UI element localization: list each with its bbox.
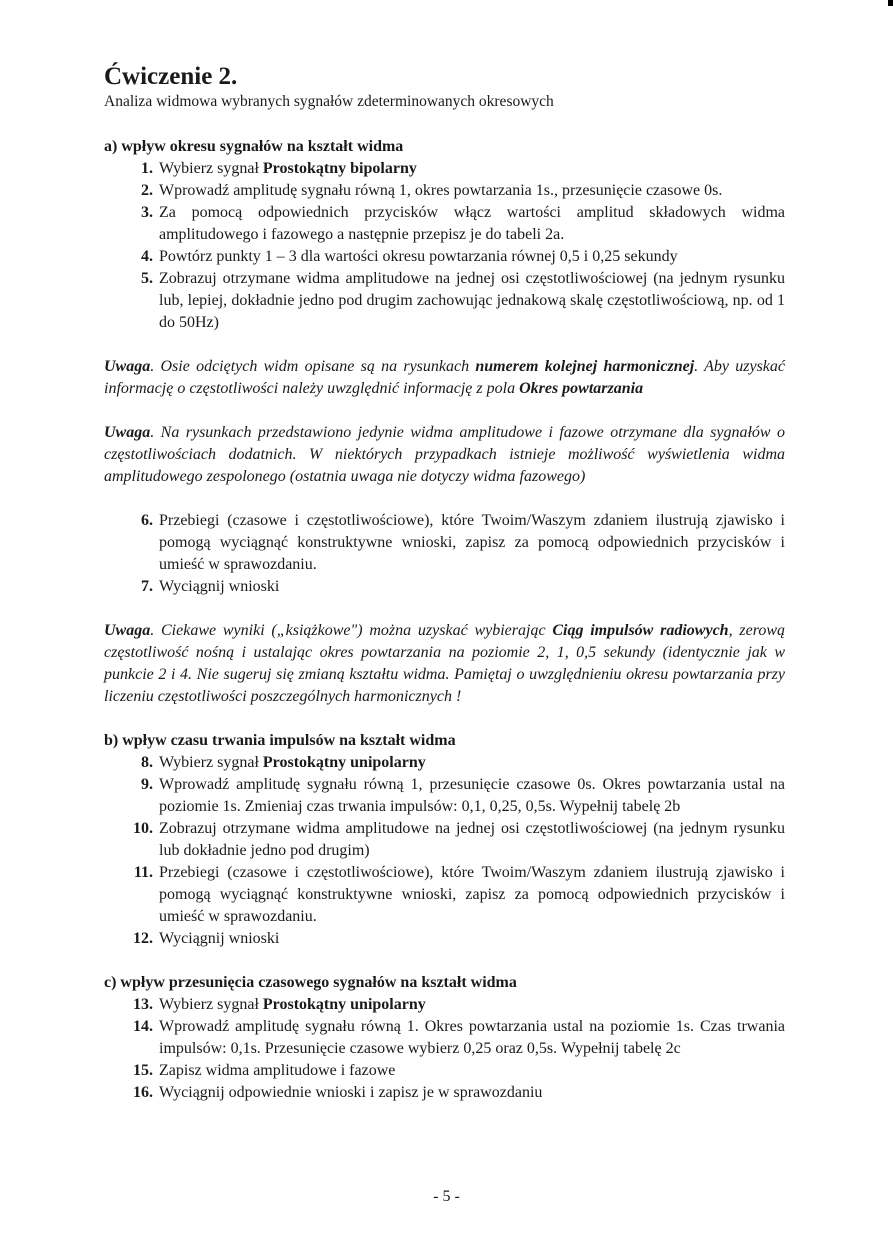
item-text: Powtórz punkty 1 – 3 dla wartości okresu powtarzania równej 0,5 i 0,25 sekundy — [159, 248, 678, 265]
list-item — [104, 994, 785, 1016]
list-item — [104, 862, 785, 928]
item-number: 8. — [141, 754, 153, 771]
item-text: Zapisz widma amplitudowe i fazowe — [159, 1062, 396, 1079]
item-text: Przebiegi (czasowe i częstotliwościowe), które Twoim/Waszym zdaniem ilustrują zjawisko i pomogą wyciągnąć konstruktywne wnioski, zapisz za pomocą odpowiednich przycisków i umieść w sprawozdaniu. — [159, 512, 785, 573]
item-text: Zobrazuj otrzymane widma amplitudowe na jednej osi częstotliwościowej (na jednym rysunku lub, lepiej, dokładnie jedno pod drugim zachowując jednakową skalę częstotliwościową, np. od 1 do 50Hz) — [159, 270, 785, 331]
item-number: 3. — [141, 204, 153, 221]
list-item — [104, 268, 785, 334]
item-number: 10. — [133, 820, 153, 837]
section-a-list — [104, 158, 785, 334]
item-number: 7. — [141, 578, 153, 595]
item-number: 15. — [133, 1062, 153, 1079]
scan-edge-mark — [888, 0, 893, 6]
note-period: Uwaga. Osie odciętych widm opisane są na rysunkach numerem kolejnej harmonicznej. Aby uzyskać informację o częstotliwości należy uwzględnić informację z pola Okres powtarzania — [104, 358, 786, 397]
item-number: 6. — [141, 512, 153, 529]
item-number: 16. — [133, 1084, 153, 1101]
page-number: - 5 - — [433, 1188, 460, 1205]
page-title: Ćwiczenie 2. — [104, 63, 238, 90]
item-text: Wyciągnij wnioski — [159, 578, 280, 595]
list-item — [104, 202, 785, 246]
item-text: Zobrazuj otrzymane widma amplitudowe na jednej osi częstotliwościowej (na jednym rysunku lub dokładnie jedno pod drugim) — [159, 820, 785, 859]
item-number: 13. — [133, 996, 153, 1013]
list-item — [104, 752, 785, 774]
list-item — [104, 510, 785, 576]
item-number: 11. — [133, 864, 153, 881]
list-item — [104, 576, 785, 598]
item-text: Wprowadź amplitudę sygnału równą 1. Okres powtarzania ustal na poziomie 1s. Czas trwania impulsów: 0,1s. Przesunięcie czasowe wybierz 0,25 oraz 0,5s. Wypełnij tabelę 2c — [159, 1018, 785, 1057]
item-number: 4. — [141, 248, 153, 265]
item-number: 9. — [141, 776, 153, 793]
section-b-heading: b) wpływ czasu trwania impulsów na kształt widma — [104, 732, 456, 749]
item-number: 2. — [141, 182, 153, 199]
list-item — [104, 180, 785, 202]
section-c-heading: c) wpływ przesunięcia czasowego sygnałów na kształt widma — [104, 974, 517, 991]
document-page — [104, 62, 785, 1104]
item-number: 1. — [141, 160, 153, 177]
list-item — [104, 818, 785, 862]
note-spectra: Uwaga. Na rysunkach przedstawiono jedynie widma amplitudowe i fazowe otrzymane dla sygnałów o częstotliwościach dodatnich. W niektórych przypadkach istnieje możliwość wyświetlenia widma amplitudowego zespolonego (ostatnia uwaga nie dotyczy widma fazowego) — [104, 424, 785, 485]
note-radio-pulses: Uwaga. Ciekawe wyniki („książkowe") można uzyskać wybierając Ciąg impulsów radiowych, zerową częstotliwość nośną i ustalając okres powtarzania na poziomie 2, 1, 0,5 sekundy (identycznie jak w punkcie 2 i 4. Nie sugeruj się zmianą kształtu widma. Pamiętaj o uwzględnieniu okresu powtarzania przy liczeniu częstotliwości poszczególnych harmonicznych ! — [104, 622, 786, 705]
item-number: 14. — [133, 1018, 153, 1035]
list-item — [104, 1082, 785, 1104]
section-a-heading: a) wpływ okresu sygnałów na kształt widma — [104, 138, 404, 155]
list-item — [104, 246, 785, 268]
item-text: Wybierz sygnał Prostokątny bipolarny — [159, 160, 417, 177]
list-item — [104, 158, 785, 180]
item-text: Wybierz sygnał Prostokątny unipolarny — [159, 996, 426, 1013]
list-item — [104, 928, 785, 950]
list-item — [104, 1016, 785, 1060]
item-text: Wprowadź amplitudę sygnału równą 1, przesunięcie czasowe 0s. Okres powtarzania ustal na poziomie 1s. Zmieniaj czas trwania impulsów: 0,1, 0,25, 0,5s. Wypełnij tabelę 2b — [159, 776, 785, 815]
item-number: 5. — [141, 270, 153, 287]
section-c-list — [104, 994, 785, 1104]
item-text: Za pomocą odpowiednich przycisków włącz wartości amplitud składowych widma amplitudowego i fazowego a następnie przepisz je do tabeli 2a. — [159, 204, 785, 243]
item-text: Przebiegi (czasowe i częstotliwościowe), które Twoim/Waszym zdaniem ilustrują zjawisko i pomogą wyciągnąć konstruktywne wnioski, zapisz za pomocą odpowiednich przycisków i umieść w sprawozdaniu. — [159, 864, 785, 925]
page-subtitle: Analiza widmowa wybranych sygnałów zdeterminowanych okresowych — [104, 93, 554, 110]
list-item — [104, 1060, 785, 1082]
item-number: 12. — [133, 930, 153, 947]
item-text: Wprowadź amplitudę sygnału równą 1, okres powtarzania 1s., przesunięcie czasowe 0s. — [159, 182, 723, 199]
item-text: Wyciągnij wnioski — [159, 930, 280, 947]
item-text: Wyciągnij odpowiednie wnioski i zapisz je w sprawozdaniu — [159, 1084, 543, 1101]
section-a2-list — [104, 510, 785, 598]
section-b-list — [104, 752, 785, 950]
item-text: Wybierz sygnał Prostokątny unipolarny — [159, 754, 426, 771]
list-item — [104, 774, 785, 818]
